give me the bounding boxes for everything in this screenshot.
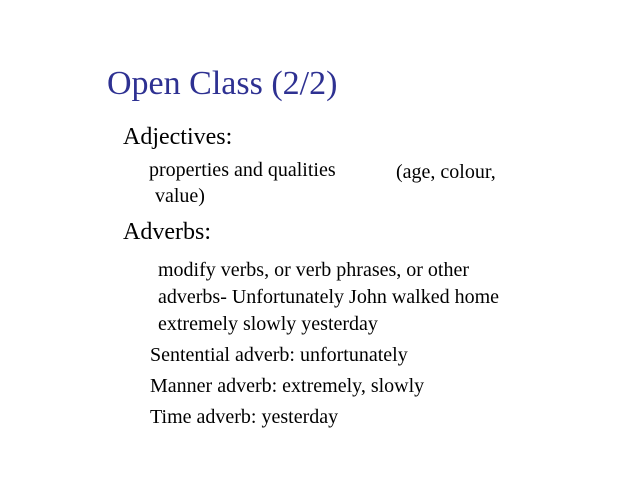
adverb-example-manner: Manner adverb: extremely, slowly — [150, 375, 425, 397]
adverbs-desc-line-2: adverbs- Unfortunately John walked home — [158, 286, 500, 308]
adjectives-heading: Adjectives: — [123, 124, 233, 150]
adjectives-desc-line-2: value) — [155, 185, 205, 207]
slide-title: Open Class (2/2) — [107, 65, 338, 102]
adjectives-examples: (age, colour, — [396, 161, 496, 183]
adverbs-desc-line-1: modify verbs, or verb phrases, or other — [158, 259, 470, 281]
adverbs-heading: Adverbs: — [123, 219, 211, 245]
adverb-example-sentential: Sentential adverb: unfortunately — [150, 344, 408, 366]
adverb-example-time: Time adverb: yesterday — [150, 406, 339, 428]
adverbs-desc-line-3: extremely slowly yesterday — [158, 313, 378, 335]
adjectives-desc-line-1: properties and qualities — [149, 159, 336, 181]
